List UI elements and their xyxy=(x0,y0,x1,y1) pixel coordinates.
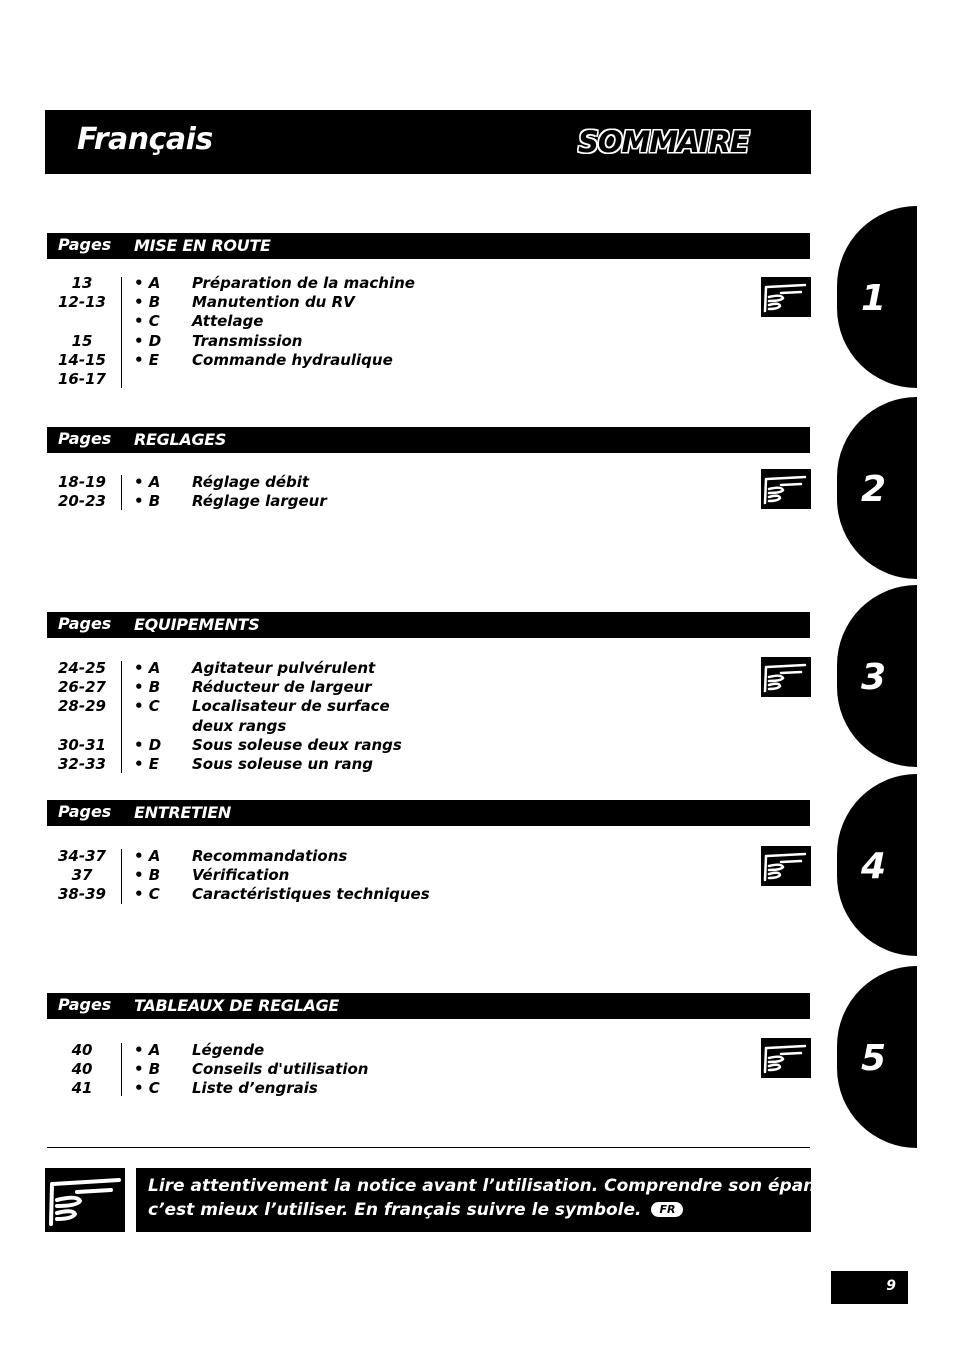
page-ref: 14-15 xyxy=(58,350,106,369)
section-title: ENTRETIEN xyxy=(134,803,231,822)
item-label: Préparation de la machine xyxy=(192,274,415,292)
chapter-tab-4[interactable] xyxy=(837,774,917,956)
item-label: Recommandations xyxy=(192,847,348,865)
item-label: Agitateur pulvérulent xyxy=(192,659,376,677)
list-item xyxy=(47,370,747,389)
section-bar-mise-en-route xyxy=(47,233,810,259)
list-item[interactable] xyxy=(47,717,747,736)
page-ref: 20-23 xyxy=(58,492,106,511)
section-title: EQUIPEMENTS xyxy=(134,615,260,634)
pages-label: Pages xyxy=(58,429,112,448)
list-item[interactable] xyxy=(47,847,747,866)
pointing-hand-icon xyxy=(761,469,811,509)
item-label: Liste d’engrais xyxy=(192,1079,318,1098)
item-label: Légende xyxy=(192,1041,265,1059)
section-entries-tableaux-de-reglage xyxy=(47,1041,747,1099)
pages-label: Pages xyxy=(58,614,112,633)
item-label: Réglage débit xyxy=(192,473,310,491)
list-item[interactable] xyxy=(47,736,747,755)
section-title: REGLAGES xyxy=(134,430,227,449)
list-item[interactable] xyxy=(47,697,747,716)
page-ref: 24-25 xyxy=(58,659,106,677)
item-label: Sous soleuse un rang xyxy=(192,754,374,773)
item-letter: • D xyxy=(134,331,162,350)
page-ref: 37 xyxy=(71,866,93,885)
item-label: Réglage largeur xyxy=(192,492,327,511)
item-label: deux rangs xyxy=(192,716,287,735)
chapter-tab-5[interactable] xyxy=(837,966,917,1148)
pages-label: Pages xyxy=(58,995,112,1014)
section-entries-equipements xyxy=(47,659,747,774)
page-ref: 32-33 xyxy=(58,754,106,773)
page-ref: 34-37 xyxy=(58,847,106,865)
page-ref: 13 xyxy=(71,274,93,292)
section-entries-mise-en-route xyxy=(47,274,747,389)
list-item[interactable] xyxy=(47,866,747,885)
item-letter: • C xyxy=(134,1079,160,1098)
section-title: TABLEAUX DE REGLAGE xyxy=(134,996,340,1015)
notice-line-2 xyxy=(148,1200,683,1220)
pointing-hand-icon xyxy=(761,846,811,886)
item-letter: • B xyxy=(134,492,161,511)
notice-line-2-text: c’est mieux l’utiliser. En français suivre le symbole. xyxy=(148,1200,642,1220)
section-bar-tableaux-de-reglage xyxy=(47,993,810,1019)
list-item[interactable] xyxy=(47,678,747,697)
page-ref: 18-19 xyxy=(58,473,106,491)
page-ref: 26-27 xyxy=(58,678,106,697)
section-bar-reglages xyxy=(47,427,810,453)
document-title: SOMMAIRE xyxy=(578,125,749,159)
tab-number: 2 xyxy=(861,469,887,510)
page-number: 9 xyxy=(886,1278,896,1294)
chapter-tab-1[interactable] xyxy=(837,206,917,388)
item-letter: • C xyxy=(134,312,160,331)
item-label: Manutention du RV xyxy=(192,293,355,312)
page-ref: 15 xyxy=(71,331,93,350)
tab-number: 3 xyxy=(861,657,887,698)
item-letter: • B xyxy=(134,1060,161,1079)
notice-box xyxy=(136,1168,860,1232)
tab-number: 1 xyxy=(861,278,887,319)
item-label: Vérification xyxy=(192,866,290,885)
item-label: Conseils d'utilisation xyxy=(192,1060,369,1079)
list-item[interactable] xyxy=(47,492,747,511)
item-label: Caractéristiques techniques xyxy=(192,885,430,904)
page-header xyxy=(45,110,811,174)
list-item[interactable] xyxy=(47,293,747,312)
page-ref: 40 xyxy=(71,1041,93,1059)
divider xyxy=(47,1147,810,1148)
notice-line-1: Lire attentivement la notice avant l’utilisation. Comprendre son épandeur xyxy=(148,1176,860,1196)
item-label: Attelage xyxy=(192,312,264,331)
item-letter: • A xyxy=(134,1041,161,1059)
list-item[interactable] xyxy=(47,755,747,774)
fr-badge: FR xyxy=(651,1202,683,1217)
pointing-hand-icon xyxy=(761,657,811,697)
language-title: Français xyxy=(77,122,213,157)
chapter-tab-3[interactable] xyxy=(837,585,917,767)
item-label: Transmission xyxy=(192,331,303,350)
list-item[interactable] xyxy=(47,1041,747,1060)
pointing-hand-icon xyxy=(761,1038,811,1078)
page-number-box xyxy=(831,1271,908,1304)
item-letter: • B xyxy=(134,678,161,697)
tab-number: 5 xyxy=(861,1038,887,1079)
pointing-hand-icon xyxy=(761,277,811,317)
list-item[interactable] xyxy=(47,274,747,293)
list-item[interactable] xyxy=(47,1079,747,1098)
list-item[interactable] xyxy=(47,659,747,678)
item-letter: • E xyxy=(134,350,160,369)
page-ref: 12-13 xyxy=(58,293,106,312)
list-item[interactable] xyxy=(47,885,747,904)
list-item[interactable] xyxy=(47,1060,747,1079)
item-letter: • A xyxy=(134,659,161,677)
page-ref: 30-31 xyxy=(58,735,106,754)
list-item[interactable] xyxy=(47,332,747,351)
pages-label: Pages xyxy=(58,802,112,821)
item-letter: • A xyxy=(134,473,161,491)
list-item[interactable] xyxy=(47,351,747,370)
tab-number: 4 xyxy=(861,846,887,887)
item-letter: • D xyxy=(134,735,162,754)
item-label: Localisateur de surface xyxy=(192,697,390,716)
item-letter: • B xyxy=(134,293,161,312)
item-letter: • A xyxy=(134,274,161,292)
page-ref: 28-29 xyxy=(58,697,106,716)
pointing-hand-icon xyxy=(45,1168,125,1232)
section-title: MISE EN ROUTE xyxy=(134,236,271,255)
chapter-tab-2[interactable] xyxy=(837,397,917,579)
item-letter: • A xyxy=(134,847,161,865)
list-item[interactable] xyxy=(47,312,747,331)
page-ref: 38-39 xyxy=(58,885,106,904)
section-bar-equipements xyxy=(47,612,810,638)
section-entries-reglages xyxy=(47,473,747,511)
item-letter: • E xyxy=(134,754,160,773)
item-label: Commande hydraulique xyxy=(192,350,393,369)
item-letter: • B xyxy=(134,866,161,885)
page-ref: 16-17 xyxy=(58,369,106,388)
page-ref: 40 xyxy=(71,1060,93,1079)
section-bar-entretien xyxy=(47,800,810,826)
section-entries-entretien xyxy=(47,847,747,905)
list-item[interactable] xyxy=(47,473,747,492)
pages-label: Pages xyxy=(58,235,112,254)
item-letter: • C xyxy=(134,697,160,716)
item-label: Sous soleuse deux rangs xyxy=(192,735,402,754)
item-letter: • C xyxy=(134,885,160,904)
page-ref: 41 xyxy=(71,1079,93,1098)
item-label: Réducteur de largeur xyxy=(192,678,372,697)
